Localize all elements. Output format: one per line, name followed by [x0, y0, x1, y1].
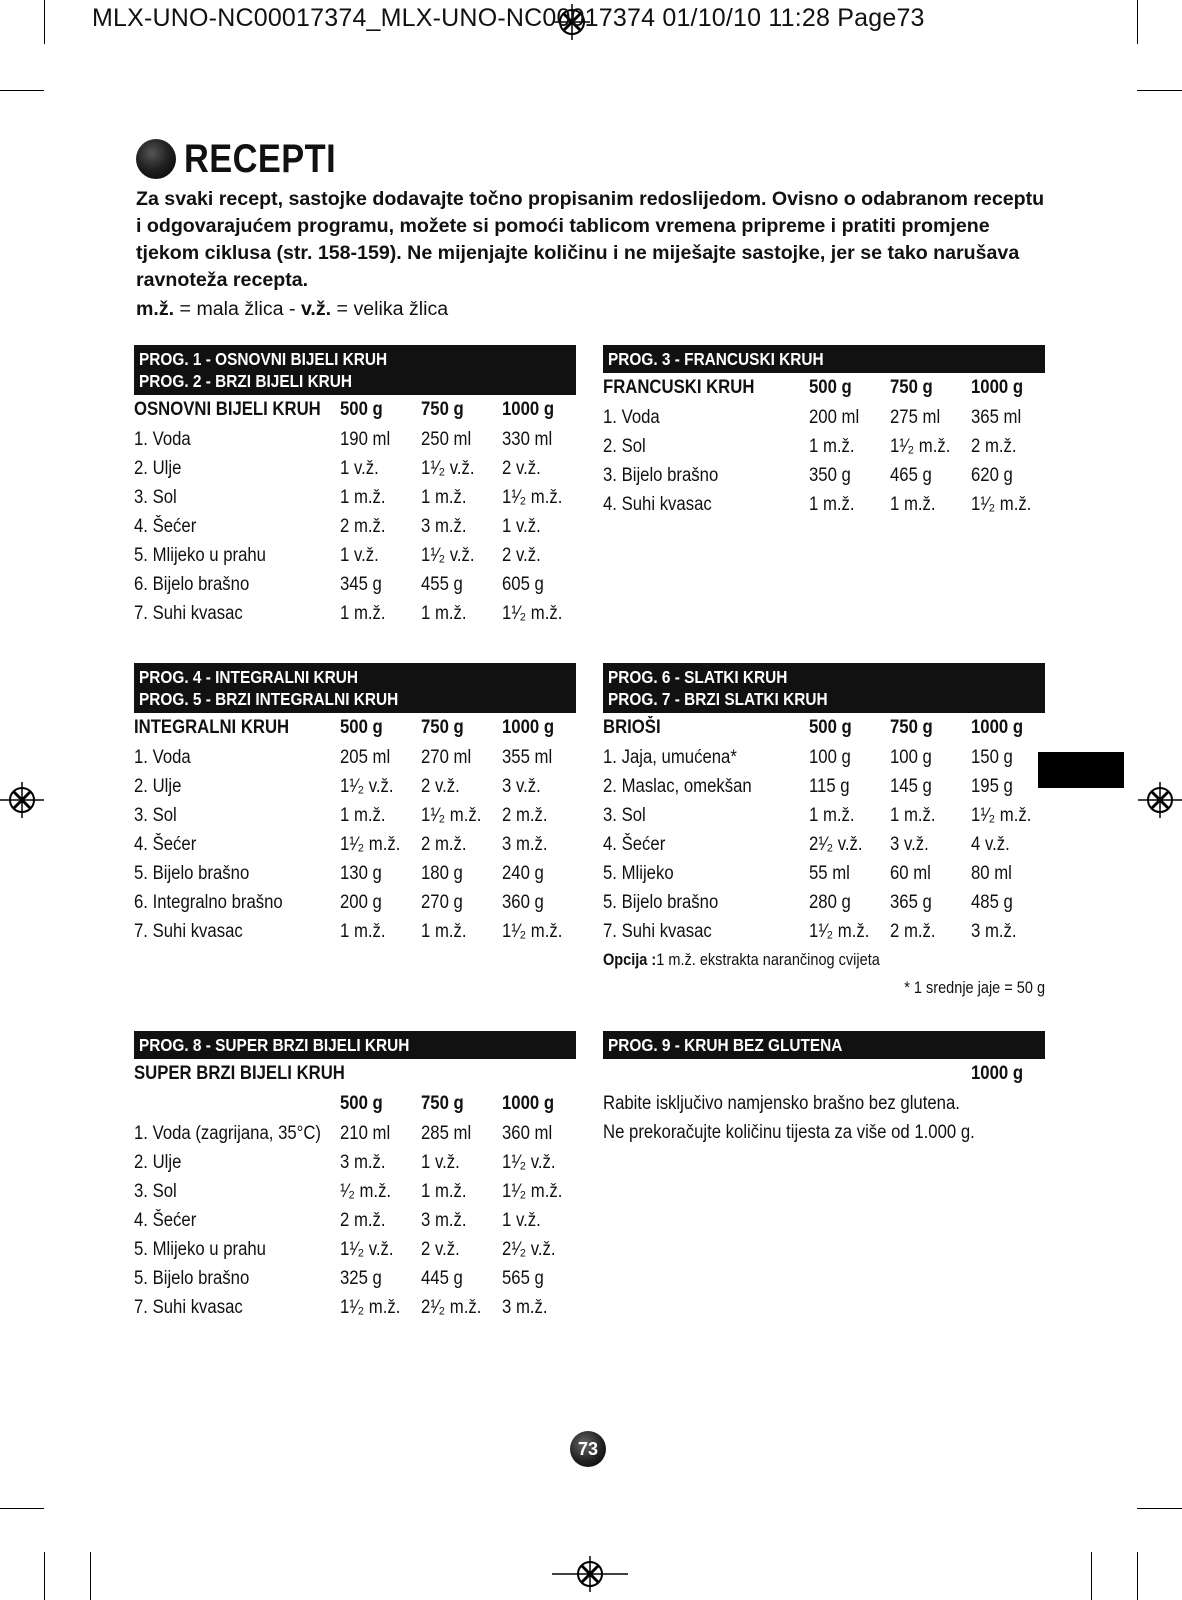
abbreviation-legend: [136, 296, 448, 323]
table-cell: 100 g: [890, 747, 932, 768]
table-cell: 2. Maslac, omekšan: [603, 776, 752, 797]
table-cell: 55 ml: [809, 863, 850, 884]
table-row: [134, 425, 576, 454]
table-cell: 80 ml: [971, 863, 1012, 884]
print-slug: MLX-UNO-NC00017374_MLX-UNO-NC00017374 01/10/10 11:28 Page73: [92, 4, 925, 32]
registration-mark-icon: [0, 780, 44, 820]
section-header: [603, 1031, 1045, 1059]
table-cell: 1 m.ž.: [890, 494, 936, 515]
table-cell: 1¹⁄₂ v.ž.: [421, 545, 475, 566]
table-row: [134, 483, 576, 512]
table-header-cell: 500 g: [340, 399, 383, 420]
instruction-text: Rabite isključivo namjensko brašno bez glutena.: [603, 1093, 960, 1114]
table-header-cell: 750 g: [421, 399, 464, 420]
table-row: [134, 454, 576, 483]
weight-header: [603, 1059, 1045, 1089]
table-cell: 360 ml: [502, 1123, 553, 1144]
table-subtitle: [134, 1059, 576, 1089]
table-cell: 2¹⁄₂ v.ž.: [502, 1239, 556, 1260]
table-row: [134, 888, 576, 917]
legend-ms-abbr: m.ž.: [136, 298, 175, 320]
table-cell: 5. Bijelo brašno: [603, 892, 719, 913]
table-header-row: [603, 373, 1045, 403]
table-cell: 360 g: [502, 892, 544, 913]
instruction-line: [603, 1118, 1045, 1147]
table-header-cell: FRANCUSKI KRUH: [603, 377, 755, 398]
table-cell: 1¹⁄₂ m.ž.: [971, 805, 1032, 826]
legend-vs-abbr: v.ž.: [300, 298, 332, 320]
section-header-line: PROG. 6 - SLATKI KRUH: [608, 667, 788, 687]
table-header-cell: 750 g: [421, 1093, 464, 1114]
table-cell: 620 g: [971, 465, 1013, 486]
table-cell: 365 g: [890, 892, 932, 913]
section-prog-4-5: [134, 663, 576, 946]
section-header: [134, 663, 576, 713]
table-cell: 5. Bijelo brašno: [134, 863, 250, 884]
table-header-cell: 500 g: [340, 717, 383, 738]
table-header-cell: 1000 g: [502, 1093, 555, 1114]
table-cell: 1 m.ž.: [340, 805, 386, 826]
table-cell: 2. Ulje: [134, 776, 182, 797]
table-cell: 200 g: [340, 892, 382, 913]
table-cell: 465 g: [890, 465, 932, 486]
table-cell: 1 m.ž.: [890, 805, 936, 826]
section-header-line: PROG. 1 - OSNOVNI BIJELI KRUH: [139, 349, 388, 369]
table-cell: 7. Suhi kvasac: [134, 603, 243, 624]
chapter-tab-marker: [1038, 752, 1124, 788]
table-cell: 150 g: [971, 747, 1013, 768]
table-cell: 445 g: [421, 1268, 463, 1289]
table-row: [603, 830, 1045, 859]
table-header-cell: OSNOVNI BIJELI KRUH: [134, 399, 321, 420]
table-cell: 1¹⁄₂ m.ž.: [890, 436, 951, 457]
table-cell: 3 m.ž.: [421, 516, 467, 537]
table-cell: 5. Mlijeko u prahu: [134, 545, 266, 566]
table-cell: 605 g: [502, 574, 544, 595]
table-cell: 7. Suhi kvasac: [603, 921, 712, 942]
page-title: RECEPTI: [184, 136, 337, 181]
table-cell: 4 v.ž.: [971, 834, 1010, 855]
table-cell: 1 m.ž.: [340, 921, 386, 942]
table-row: [134, 743, 576, 772]
table-cell: 2 m.ž.: [890, 921, 936, 942]
table-cell: 2. Ulje: [134, 458, 182, 479]
table-cell: 2 m.ž.: [340, 1210, 386, 1231]
table-cell: 1 m.ž.: [340, 603, 386, 624]
page-number: 73: [570, 1431, 606, 1467]
recipe-table: [134, 1089, 576, 1322]
table-cell: 270 ml: [421, 747, 472, 768]
crop-mark: [1091, 1552, 1092, 1600]
table-cell: 2 m.ž.: [340, 516, 386, 537]
table-cell: 3 v.ž.: [502, 776, 541, 797]
table-row: [134, 570, 576, 599]
table-cell: 1 v.ž.: [340, 545, 379, 566]
table-cell: 5. Mlijeko u prahu: [134, 1239, 266, 1260]
footnote: [603, 974, 1045, 1002]
table-cell: 5. Mlijeko: [603, 863, 674, 884]
table-header-cell: 750 g: [421, 717, 464, 738]
table-row: [134, 1148, 576, 1177]
table-cell: 3. Sol: [603, 805, 646, 826]
table-cell: 4. Suhi kvasac: [603, 494, 712, 515]
table-cell: 7. Suhi kvasac: [134, 921, 243, 942]
crop-mark: [90, 1552, 91, 1600]
page-heading: [136, 136, 361, 182]
table-cell: 2 v.ž.: [502, 545, 541, 566]
table-cell: 2 m.ž.: [421, 834, 467, 855]
table-row: [603, 743, 1045, 772]
table-row: [134, 1206, 576, 1235]
table-cell: 2 v.ž.: [502, 458, 541, 479]
table-cell: 4. Šećer: [134, 834, 197, 855]
table-cell: 4. Šećer: [134, 516, 197, 537]
table-cell: 3 m.ž.: [502, 1297, 548, 1318]
crop-mark: [0, 90, 44, 91]
table-cell: 130 g: [340, 863, 382, 884]
table-cell: 1. Voda: [134, 747, 191, 768]
table-cell: 2¹⁄₂ m.ž.: [421, 1297, 482, 1318]
table-cell: 6. Bijelo brašno: [134, 574, 250, 595]
section-header: [134, 1031, 576, 1059]
table-cell: 180 g: [421, 863, 463, 884]
table-cell: 6. Integralno brašno: [134, 892, 283, 913]
section-header: [603, 663, 1045, 713]
section-header-line: PROG. 9 - KRUH BEZ GLUTENA: [608, 1035, 843, 1055]
table-row: [603, 801, 1045, 830]
table-cell: 145 g: [890, 776, 932, 797]
table-row: [603, 403, 1045, 432]
table-row: [134, 772, 576, 801]
table-header-row: [603, 713, 1045, 743]
table-cell: 195 g: [971, 776, 1013, 797]
table-cell: 3 m.ž.: [502, 834, 548, 855]
table-cell: 100 g: [809, 747, 851, 768]
table-cell: 485 g: [971, 892, 1013, 913]
table-cell: 4. Šećer: [603, 834, 666, 855]
table-row: [134, 830, 576, 859]
table-cell: 270 g: [421, 892, 463, 913]
table-cell: 325 g: [340, 1268, 382, 1289]
table-row: [134, 859, 576, 888]
table-cell: 60 ml: [890, 863, 931, 884]
table-cell: 1 m.ž.: [809, 494, 855, 515]
table-header-cell: 750 g: [890, 377, 933, 398]
table-row: [603, 461, 1045, 490]
section-header: [603, 345, 1045, 373]
table-header-cell: 750 g: [890, 717, 933, 738]
table-cell: 3 v.ž.: [890, 834, 929, 855]
registration-mark-icon: [552, 1554, 628, 1594]
table-cell: 240 g: [502, 863, 544, 884]
table-cell: 345 g: [340, 574, 382, 595]
table-cell: 1 v.ž.: [340, 458, 379, 479]
table-row: [134, 1264, 576, 1293]
table-cell: 1¹⁄₂ v.ž.: [340, 776, 394, 797]
table-cell: 280 g: [809, 892, 851, 913]
table-row: [603, 859, 1045, 888]
table-cell: 1 v.ž.: [502, 1210, 541, 1231]
table-cell: 455 g: [421, 574, 463, 595]
section-header-line: PROG. 2 - BRZI BIJELI KRUH: [139, 371, 353, 391]
table-cell: 1 m.ž.: [340, 487, 386, 508]
instruction-text: Ne prekoračujte količinu tijesta za više od 1.000 g.: [603, 1122, 975, 1143]
table-cell: 1¹⁄₂ m.ž.: [502, 487, 563, 508]
table-cell: 1¹⁄₂ m.ž.: [502, 1181, 563, 1202]
table-cell: 2 m.ž.: [502, 805, 548, 826]
table-header-row: [134, 713, 576, 743]
crop-mark: [0, 1508, 44, 1509]
table-cell: 3. Sol: [134, 1181, 177, 1202]
table-row: [603, 917, 1045, 946]
table-cell: 1 m.ž.: [421, 603, 467, 624]
table-cell: ¹⁄₂ m.ž.: [340, 1181, 392, 1202]
table-cell: 2¹⁄₂ v.ž.: [809, 834, 863, 855]
table-cell: 1¹⁄₂ m.ž.: [809, 921, 870, 942]
table-cell: 1. Voda: [603, 407, 660, 428]
table-row: [134, 541, 576, 570]
table-cell: 3 m.ž.: [971, 921, 1017, 942]
table-cell: 7. Suhi kvasac: [134, 1297, 243, 1318]
recipe-table: [134, 713, 576, 946]
table-cell: 355 ml: [502, 747, 553, 768]
table-row: [134, 801, 576, 830]
table-cell: 190 ml: [340, 429, 391, 450]
crop-mark: [1137, 1552, 1138, 1600]
table-row: [134, 512, 576, 541]
recipe-table: [134, 395, 576, 628]
table-cell: 275 ml: [890, 407, 941, 428]
table-cell: 1 m.ž.: [809, 805, 855, 826]
section-prog-6-7: [603, 663, 1045, 1002]
option-text: 1 m.ž. ekstrakta narančinog cvijeta: [656, 951, 880, 969]
option-note: [603, 946, 1045, 974]
table-cell: 3. Sol: [134, 487, 177, 508]
table-cell: 1 m.ž.: [809, 436, 855, 457]
table-row: [134, 917, 576, 946]
table-cell: 565 g: [502, 1268, 544, 1289]
table-header-cell: 1000 g: [971, 377, 1024, 398]
intro-paragraph: Za svaki recept, sastojke dodavajte točno propisanim redoslijedom. Ovisno o odabranom receptu i odgovarajućem programu, možete si pomoći tablicom vremena pripreme i pratiti promjene tjekom ciklusa (str. 158-159). Ne mijenjajte količinu i ne miješajte sastojke, jer se tako narušava ravnoteža recepta.: [136, 188, 1045, 291]
table-header-cell: 1000 g: [502, 399, 555, 420]
table-cell: 1¹⁄₂ m.ž.: [340, 1297, 401, 1318]
table-cell: 1¹⁄₂ m.ž.: [340, 834, 401, 855]
table-cell: 2 v.ž.: [421, 1239, 460, 1260]
section-header: [134, 345, 576, 395]
section-header-line: PROG. 4 - INTEGRALNI KRUH: [139, 667, 359, 687]
crop-mark: [1137, 1508, 1182, 1509]
table-header-cell: BRIOŠI: [603, 717, 661, 738]
table-cell: 2. Sol: [603, 436, 646, 457]
table-cell: 1¹⁄₂ m.ž.: [971, 494, 1032, 515]
table-cell: 1¹⁄₂ m.ž.: [502, 603, 563, 624]
table-cell: 1¹⁄₂ v.ž.: [502, 1152, 556, 1173]
section-prog-3: [603, 345, 1045, 519]
table-cell: 210 ml: [340, 1123, 391, 1144]
instruction-line: [603, 1089, 1045, 1118]
table-cell: 2 v.ž.: [421, 776, 460, 797]
table-row: [603, 888, 1045, 917]
table-cell: 1¹⁄₂ v.ž.: [340, 1239, 394, 1260]
legend-ms-text: = mala žlica -: [174, 298, 301, 320]
table-cell: 1. Voda (zagrijana, 35°C): [134, 1123, 321, 1144]
legend-vs-text: = velika žlica: [331, 298, 449, 320]
registration-mark-icon: [1138, 780, 1182, 820]
table-row: [134, 1235, 576, 1264]
crop-mark: [44, 1552, 45, 1600]
table-cell: 1 m.ž.: [421, 921, 467, 942]
table-cell: 1 m.ž.: [421, 1181, 467, 1202]
table-header-cell: INTEGRALNI KRUH: [134, 717, 290, 738]
table-cell: 365 ml: [971, 407, 1022, 428]
table-cell: 3 m.ž.: [340, 1152, 386, 1173]
crop-mark: [44, 0, 45, 44]
table-cell: 250 ml: [421, 429, 472, 450]
table-header-row: [134, 1089, 576, 1119]
section-header-line: PROG. 7 - BRZI SLATKI KRUH: [608, 689, 828, 709]
table-header-cell: 500 g: [809, 717, 852, 738]
table-cell: 200 ml: [809, 407, 860, 428]
table-row: [134, 599, 576, 628]
section-prog-8: [134, 1031, 576, 1322]
table-row: [603, 490, 1045, 519]
table-cell: 350 g: [809, 465, 851, 486]
option-label: Opcija :: [603, 951, 657, 969]
table-cell: 1¹⁄₂ m.ž.: [421, 805, 482, 826]
table-cell: 1. Jaja, umućena*: [603, 747, 737, 768]
table-row: [603, 772, 1045, 801]
table-header-cell: 1000 g: [971, 717, 1024, 738]
table-row: [134, 1119, 576, 1148]
table-header-cell: 500 g: [340, 1093, 383, 1114]
table-header-row: [134, 395, 576, 425]
table-cell: 285 ml: [421, 1123, 472, 1144]
recipe-table: [603, 713, 1045, 946]
table-cell: 1 v.ž.: [421, 1152, 460, 1173]
table-cell: 205 ml: [340, 747, 391, 768]
table-row: [603, 432, 1045, 461]
crop-mark: [1137, 0, 1138, 44]
subtitle-text: SUPER BRZI BIJELI KRUH: [134, 1063, 345, 1084]
table-cell: 1¹⁄₂ v.ž.: [421, 458, 475, 479]
table-cell: 115 g: [809, 776, 850, 797]
section-prog-9: [603, 1031, 1045, 1147]
table-cell: 1 v.ž.: [502, 516, 541, 537]
table-cell: 1 m.ž.: [421, 487, 467, 508]
table-cell: 3. Sol: [134, 805, 177, 826]
table-cell: 2. Ulje: [134, 1152, 182, 1173]
table-row: [134, 1293, 576, 1322]
footnote-text: * 1 srednje jaje = 50 g: [904, 979, 1045, 997]
crop-mark: [1137, 90, 1182, 91]
table-header-cell: 500 g: [809, 377, 852, 398]
table-cell: 3 m.ž.: [421, 1210, 467, 1231]
section-prog-1-2: [134, 345, 576, 628]
table-cell: 3. Bijelo brašno: [603, 465, 719, 486]
weight-label: 1000 g: [971, 1063, 1024, 1084]
recipe-table: [603, 373, 1045, 519]
table-cell: 5. Bijelo brašno: [134, 1268, 250, 1289]
section-header-line: PROG. 5 - BRZI INTEGRALNI KRUH: [139, 689, 399, 709]
title-bullet-icon: [136, 139, 176, 179]
table-cell: 1. Voda: [134, 429, 191, 450]
table-cell: 1¹⁄₂ m.ž.: [502, 921, 563, 942]
table-row: [134, 1177, 576, 1206]
table-cell: 330 ml: [502, 429, 553, 450]
section-header-line: PROG. 3 - FRANCUSKI KRUH: [608, 349, 824, 369]
table-cell: 2 m.ž.: [971, 436, 1017, 457]
section-header-line: PROG. 8 - SUPER BRZI BIJELI KRUH: [139, 1035, 410, 1055]
table-cell: 4. Šećer: [134, 1210, 197, 1231]
table-header-cell: 1000 g: [502, 717, 555, 738]
